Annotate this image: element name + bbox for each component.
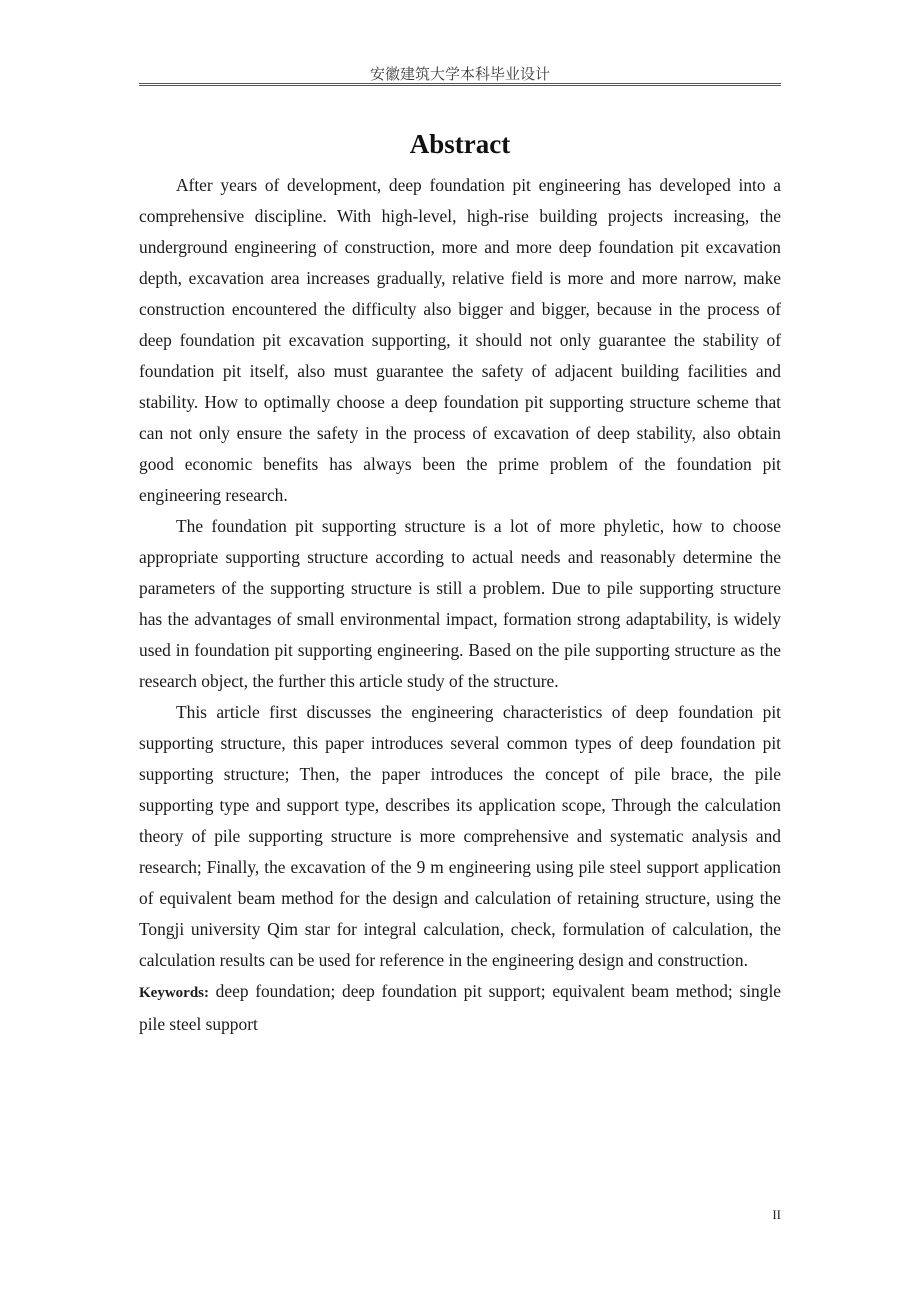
header-rule-secondary <box>139 85 781 86</box>
abstract-paragraph-2: The foundation pit supporting structure is a lot of more phyletic, how to choose appropriate supporting structure according to actual needs and reasonably determine the parameters of the supporting structure is still a problem. Due to pile supporting structure has the advantages of small environmental impact, formation strong adaptability, is widely used in foundation pit supporting engineering. Based on the pile supporting structure as the research object, the further this article study of the structure. <box>139 516 781 691</box>
keywords-label: Keywords: <box>139 985 209 1001</box>
running-header: 安徽建筑大学本科毕业设计 <box>369 65 550 83</box>
keywords-line <box>139 976 781 1040</box>
header-rule <box>139 83 781 84</box>
page-title: Abstract <box>409 129 511 160</box>
page-number: II <box>772 1207 781 1222</box>
abstract-paragraph-1: After years of development, deep foundation pit engineering has developed into a comprehensive discipline. With high-level, high-rise building projects increasing, the underground engineering of construction, more and more deep foundation pit excavation depth, excavation area increases gradually, relative field is more and more narrow, make construction encountered the difficulty also bigger and bigger, because in the process of deep foundation pit excavation supporting, it should not only guarantee the stability of foundation pit itself, also must guarantee the safety of adjacent building facilities and stability. How to optimally choose a deep foundation pit supporting structure scheme that can not only ensure the safety in the process of excavation of deep stability, also obtain good economic benefits has always been the prime problem of the foundation pit engineering research. <box>139 175 781 505</box>
abstract-paragraph-3: This article first discusses the engineering characteristics of deep foundation pit supporting structure, this paper introduces several common types of deep foundation pit supporting structure; Then, the paper introduces the concept of pile brace, the pile supporting type and support type, describes its application scope, Through the calculation theory of pile supporting structure is more comprehensive and systematic analysis and research; Finally, the excavation of the 9 m engineering using pile steel support application of equivalent beam method for the design and calculation of retaining structure, using the Tongji university Qim star for integral calculation, check, formulation of calculation, the calculation results can be used for reference in the engineering design and construction. <box>139 702 781 970</box>
abstract-body <box>139 170 781 1040</box>
keywords-text: deep foundation; deep foundation pit support; equivalent beam method; single pile steel support <box>139 981 781 1034</box>
